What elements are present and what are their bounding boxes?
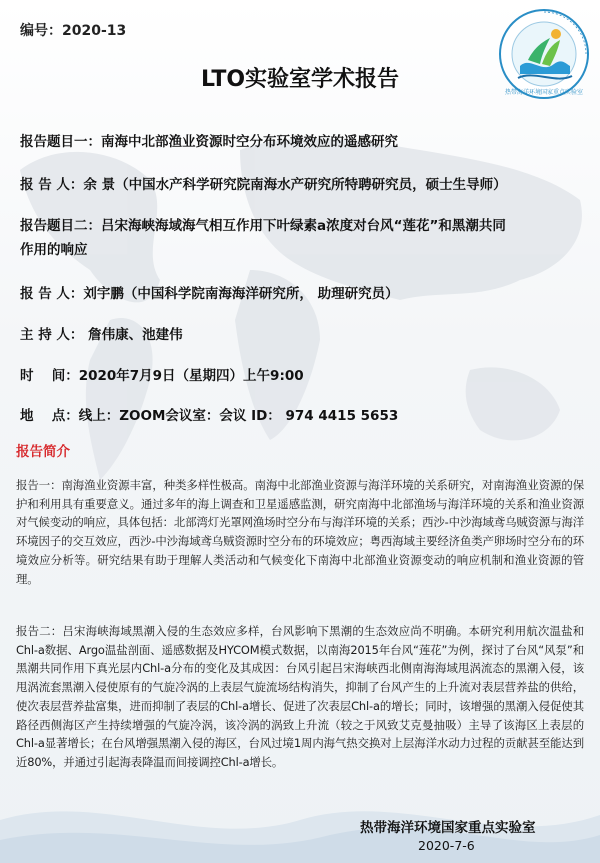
document-number: 编号：2020-13 (20, 23, 127, 39)
location: 地 点：线上：ZOOM会议室：会议 ID： 974 4415 5653 (20, 408, 399, 424)
topic-two-line-one: 报告题目二：吕宋海峡海域海气相互作用下叶绿素a浓度对台风“莲花”和黑潮共同 (20, 218, 506, 234)
page-title: LTO实验室学术报告 (200, 67, 400, 92)
report-two-summary: 报告二：吕宋海峡海域黑潮入侵的生态效应多样，台风影响下黑潮的生态效应尚不明确。本研究利用航次温盐和Chl-a数据、Argo温盐剖面、遥感数据及HYCOM模式数据，以南海2015年台风“莲花”为例，探讨了台风“风泵”和黑潮共同作用下真光层内Chl-a分布的变化及其成因：台风引起吕宋海峡西北侧南海海域甩涡流态的黑潮入侵，该甩涡流套黑潮入侵使原有的气旋冷涡的上表层气旋流场结构消失，抑制了台风产生的上升流对表层营养盐的供给，使次表层营养盐富集，进而抑制了表层的Chl-a增长、促进了次表层Chl-a的增长；同时，该增强的黑潮入侵促使其路径西侧海区产生持续增强的气旋冷涡，该冷涡的涡致上升流（较之于风致艾克曼抽吸）主导了该海区上表层的Chl-a显著增长；在台风增强黑潮入侵的海区，台风过境1周内海气热交换对上层海洋水动力过程的贡献甚至能达到近80%，并通过引起海表降温而间接调控Chl-a增长。 (16, 624, 584, 769)
host: 主 持 人： 詹伟康、池建伟 (20, 327, 183, 343)
time: 时 间：2020年7月9日（星期四）上午9:00 (20, 368, 304, 384)
topic-two-line-two: 作用的响应 (20, 242, 88, 258)
topic-one: 报告题目一：南海中北部渔业资源时空分布环境效应的遥感研究 (20, 134, 398, 150)
signature-date: 2020-7-6 (418, 838, 475, 853)
report-one-summary: 报告一：南海渔业资源丰富，种类多样性极高。南海中北部渔业资源与海洋环境的关系研究，对南海渔业资源的保护和利用具有重要意义。通过多年的海上调查和卫星遥感监测，研究南海中北部渔场与海洋环境的关系和渔业资源对气候变动的响应，具体包括：北部湾灯光罩网渔场时空分布与海洋环境的关系；西沙-中沙海域鸢乌贼资源与海洋环境因子的交互效应，西沙-中沙海域鸢乌贼资源时空分布的环境效应；粤西海域主要经济鱼类产卵场时空分布的环境效应分析等。研究结果有助于理解人类活动和气候变化下南海中北部渔业资源变动的响应机制和渔业资源的管理。 (16, 478, 584, 586)
logo-text: 热带海洋环境国家重点实验室 (504, 89, 584, 96)
signature-organization: 热带海洋环境国家重点实验室 (360, 820, 536, 836)
speaker-two: 报 告 人：刘宇鹏（中国科学院南海海洋研究所， 助理研究员） (20, 286, 399, 302)
speaker-one: 报 告 人：余 景（中国水产科学研究院南海水产研究所特聘研究员，硕士生导师） (20, 177, 507, 193)
summary-heading: 报告简介 (16, 444, 70, 460)
